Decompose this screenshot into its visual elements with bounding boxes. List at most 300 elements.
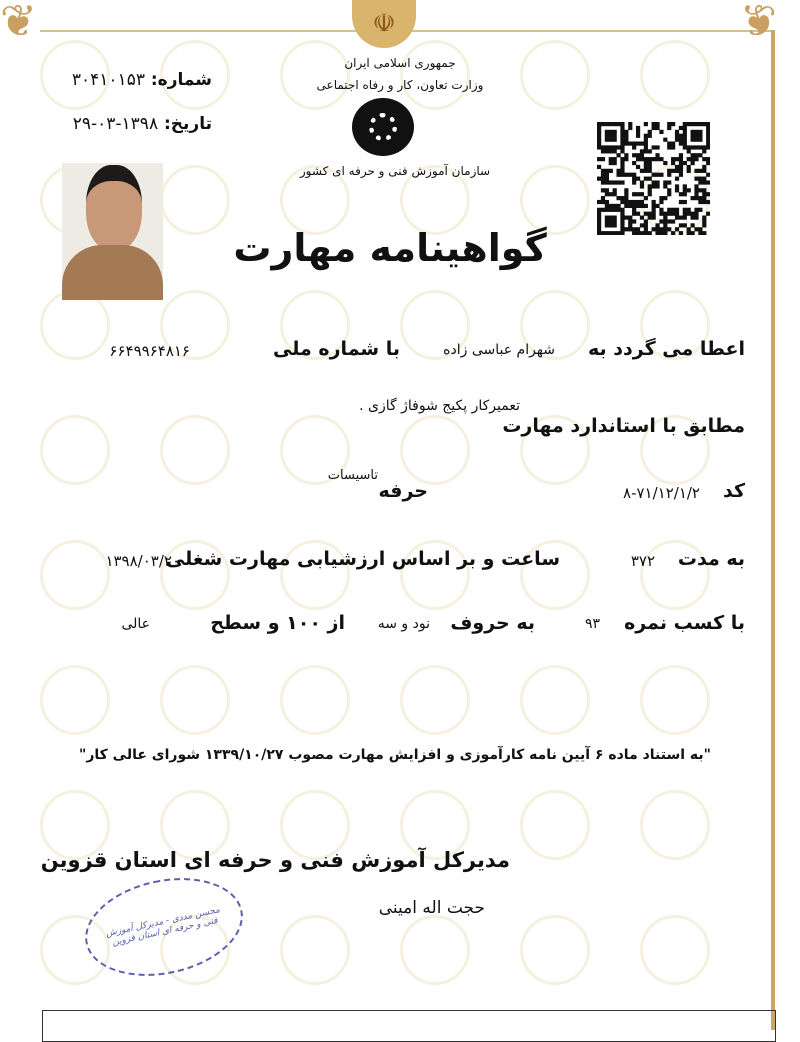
number-label: شماره: bbox=[150, 70, 212, 90]
qr-module bbox=[659, 130, 663, 134]
watermark-logo bbox=[400, 915, 470, 985]
qr-module bbox=[636, 227, 640, 231]
qr-module bbox=[655, 126, 659, 130]
qr-module bbox=[605, 188, 609, 192]
qr-module bbox=[601, 231, 605, 235]
qr-module bbox=[694, 192, 698, 196]
duration-value: ۳۷۲ bbox=[630, 552, 655, 570]
qr-module bbox=[698, 138, 702, 142]
qr-module bbox=[663, 231, 667, 235]
qr-module bbox=[632, 231, 636, 235]
qr-module bbox=[702, 157, 706, 161]
qr-module bbox=[667, 145, 671, 149]
qr-module bbox=[663, 161, 667, 165]
qr-module bbox=[632, 177, 636, 181]
qr-module bbox=[613, 192, 617, 196]
certificate-date bbox=[73, 114, 212, 134]
qr-module bbox=[597, 122, 601, 126]
qr-module bbox=[675, 212, 679, 216]
qr-module bbox=[640, 153, 644, 157]
country-name: جمهوری اسلامی ایران bbox=[344, 56, 456, 70]
watermark-logo bbox=[400, 665, 470, 735]
qr-module bbox=[652, 204, 656, 208]
qr-module bbox=[597, 200, 601, 204]
qr-module bbox=[628, 200, 632, 204]
standard-code: ۸-۷۱/۱۲/۱/۲ bbox=[623, 484, 700, 502]
qr-module bbox=[698, 134, 702, 138]
qr-module bbox=[687, 188, 691, 192]
qr-module bbox=[687, 145, 691, 149]
qr-module bbox=[683, 200, 687, 204]
qr-module bbox=[597, 216, 601, 220]
qr-module bbox=[609, 208, 613, 212]
qr-module bbox=[597, 231, 601, 235]
qr-module bbox=[694, 138, 698, 142]
qr-module bbox=[644, 141, 648, 145]
qr-module bbox=[675, 157, 679, 161]
qr-module bbox=[702, 231, 706, 235]
qr-module bbox=[624, 130, 628, 134]
qr-module bbox=[609, 161, 613, 165]
qr-module bbox=[679, 141, 683, 145]
qr-module bbox=[644, 157, 648, 161]
qr-module bbox=[663, 138, 667, 142]
qr-module bbox=[652, 227, 656, 231]
qr-module bbox=[652, 184, 656, 188]
qr-module bbox=[609, 122, 613, 126]
qr-module bbox=[706, 173, 710, 177]
qr-module bbox=[648, 177, 652, 181]
trade-value: تاسیسات bbox=[327, 468, 378, 483]
qr-module bbox=[706, 180, 710, 184]
date-label: تاریخ: bbox=[164, 114, 212, 134]
qr-module bbox=[640, 169, 644, 173]
qr-module bbox=[652, 157, 656, 161]
qr-module bbox=[702, 180, 706, 184]
qr-module bbox=[605, 134, 609, 138]
watermark-logo bbox=[400, 415, 470, 485]
qr-module bbox=[609, 219, 613, 223]
qr-module bbox=[636, 157, 640, 161]
qr-module bbox=[675, 177, 679, 181]
qr-module bbox=[694, 153, 698, 157]
qr-module bbox=[644, 196, 648, 200]
qr-module bbox=[648, 161, 652, 165]
watermark-logo bbox=[400, 40, 470, 110]
qr-module bbox=[648, 212, 652, 216]
qr-module bbox=[620, 196, 624, 200]
qr-module bbox=[636, 126, 640, 130]
qr-module bbox=[652, 216, 656, 220]
qr-module bbox=[706, 192, 710, 196]
qr-module bbox=[632, 161, 636, 165]
qr-module bbox=[644, 223, 648, 227]
qr-module bbox=[640, 141, 644, 145]
qr-code bbox=[597, 122, 710, 235]
watermark-logo bbox=[40, 415, 110, 485]
qr-module bbox=[640, 149, 644, 153]
qr-module bbox=[663, 184, 667, 188]
qr-module bbox=[613, 223, 617, 227]
qr-module bbox=[624, 153, 628, 157]
qr-module bbox=[687, 149, 691, 153]
qr-module bbox=[632, 145, 636, 149]
qr-module bbox=[698, 231, 702, 235]
qr-module bbox=[613, 216, 617, 220]
qr-module bbox=[706, 134, 710, 138]
qr-module bbox=[691, 196, 695, 200]
qr-module bbox=[648, 169, 652, 173]
qr-module bbox=[636, 141, 640, 145]
qr-module bbox=[601, 208, 605, 212]
qr-module bbox=[640, 231, 644, 235]
qr-module bbox=[659, 212, 663, 216]
qr-module bbox=[683, 208, 687, 212]
qr-module bbox=[601, 196, 605, 200]
qr-module bbox=[613, 149, 617, 153]
watermark-logo bbox=[520, 665, 590, 735]
qr-module bbox=[702, 165, 706, 169]
qr-module bbox=[644, 161, 648, 165]
qr-module bbox=[628, 173, 632, 177]
qr-module bbox=[644, 165, 648, 169]
qr-module bbox=[616, 153, 620, 157]
qr-module bbox=[706, 200, 710, 204]
qr-module bbox=[698, 208, 702, 212]
corner-ornament-right: ❦ bbox=[740, 0, 777, 47]
qr-module bbox=[667, 219, 671, 223]
qr-module bbox=[609, 180, 613, 184]
qr-module bbox=[644, 122, 648, 126]
qr-module bbox=[597, 223, 601, 227]
qr-module bbox=[601, 157, 605, 161]
qr-module bbox=[632, 141, 636, 145]
qr-module bbox=[691, 212, 695, 216]
qr-module bbox=[698, 196, 702, 200]
qr-module bbox=[636, 130, 640, 134]
qr-module bbox=[675, 208, 679, 212]
qr-module bbox=[702, 149, 706, 153]
legal-note: "به استناد ماده ۶ آیین نامه کارآموزی و افزایش مهارت مصوب ۱۳۳۹/۱۰/۲۷ شورای عالی کار" bbox=[79, 747, 711, 763]
qr-module bbox=[694, 130, 698, 134]
qr-module bbox=[620, 138, 624, 142]
standard-label: مطابق با استاندارد مهارت bbox=[502, 415, 745, 437]
qr-module bbox=[687, 212, 691, 216]
qr-module bbox=[663, 196, 667, 200]
qr-module bbox=[667, 188, 671, 192]
qr-module bbox=[624, 196, 628, 200]
qr-module bbox=[644, 204, 648, 208]
qr-module bbox=[667, 122, 671, 126]
skill-standard: تعمیرکار پکیج شوفاژ گازی . bbox=[359, 398, 520, 414]
qr-module bbox=[636, 177, 640, 181]
qr-module bbox=[655, 157, 659, 161]
iran-emblem: ☫ bbox=[352, 0, 416, 48]
qr-module bbox=[636, 153, 640, 157]
code-label: کد bbox=[722, 480, 745, 502]
qr-module bbox=[691, 216, 695, 220]
qr-module bbox=[601, 188, 605, 192]
qr-module bbox=[691, 223, 695, 227]
qr-module bbox=[644, 169, 648, 173]
organization-name: سازمان آموزش فنی و حرفه ای کشور bbox=[299, 164, 491, 178]
qr-module bbox=[694, 122, 698, 126]
qr-module bbox=[609, 192, 613, 196]
qr-module bbox=[698, 153, 702, 157]
qr-module bbox=[698, 180, 702, 184]
qr-module bbox=[667, 173, 671, 177]
qr-module bbox=[702, 177, 706, 181]
qr-module bbox=[663, 227, 667, 231]
qr-module bbox=[655, 227, 659, 231]
corner-ornament-left: ❦ bbox=[0, 0, 37, 47]
qr-module bbox=[624, 227, 628, 231]
qr-module bbox=[702, 200, 706, 204]
qr-module bbox=[616, 208, 620, 212]
qr-module bbox=[609, 134, 613, 138]
qr-module bbox=[613, 204, 617, 208]
qr-module bbox=[694, 208, 698, 212]
qr-module bbox=[620, 145, 624, 149]
qr-module bbox=[640, 184, 644, 188]
qr-module bbox=[683, 141, 687, 145]
qr-module bbox=[671, 122, 675, 126]
qr-module bbox=[655, 184, 659, 188]
qr-module bbox=[698, 145, 702, 149]
qr-module bbox=[702, 192, 706, 196]
qr-module bbox=[605, 177, 609, 181]
qr-module bbox=[675, 227, 679, 231]
qr-module bbox=[605, 219, 609, 223]
watermark-logo bbox=[280, 915, 350, 985]
qr-module bbox=[691, 157, 695, 161]
qr-module bbox=[613, 130, 617, 134]
words-label: به حروف bbox=[450, 612, 535, 634]
qr-module bbox=[698, 169, 702, 173]
qr-module bbox=[663, 219, 667, 223]
qr-module bbox=[698, 177, 702, 181]
granted-label: اعطا می گردد به bbox=[588, 338, 745, 360]
qr-module bbox=[644, 134, 648, 138]
qr-module bbox=[644, 145, 648, 149]
qr-module bbox=[601, 145, 605, 149]
qr-module bbox=[667, 169, 671, 173]
qr-module bbox=[616, 173, 620, 177]
qr-module bbox=[667, 126, 671, 130]
exam-date: ۱۳۹۸/۰۳/۲۰ bbox=[105, 552, 180, 570]
qr-module bbox=[687, 208, 691, 212]
qr-module bbox=[605, 231, 609, 235]
qr-module bbox=[616, 122, 620, 126]
qr-module bbox=[624, 157, 628, 161]
qr-module bbox=[679, 223, 683, 227]
qr-module bbox=[648, 165, 652, 169]
qr-module bbox=[683, 126, 687, 130]
qr-module bbox=[683, 216, 687, 220]
qr-module bbox=[648, 149, 652, 153]
qr-module bbox=[698, 200, 702, 204]
qr-module bbox=[706, 212, 710, 216]
qr-module bbox=[683, 130, 687, 134]
qr-module bbox=[620, 231, 624, 235]
score-value: ۹۳ bbox=[584, 616, 600, 632]
qr-module bbox=[613, 122, 617, 126]
qr-module bbox=[691, 145, 695, 149]
qr-module bbox=[679, 138, 683, 142]
qr-module bbox=[636, 200, 640, 204]
qr-module bbox=[648, 188, 652, 192]
qr-module bbox=[648, 157, 652, 161]
qr-module bbox=[706, 130, 710, 134]
qr-module bbox=[679, 216, 683, 220]
qr-module bbox=[655, 204, 659, 208]
trade-label: حرفه bbox=[378, 480, 428, 502]
qr-module bbox=[652, 212, 656, 216]
watermark-logo bbox=[640, 790, 710, 860]
qr-module bbox=[691, 122, 695, 126]
qr-module bbox=[675, 216, 679, 220]
qr-module bbox=[683, 212, 687, 216]
qr-module bbox=[652, 122, 656, 126]
qr-module bbox=[655, 145, 659, 149]
watermark-logo bbox=[40, 290, 110, 360]
qr-module bbox=[613, 231, 617, 235]
qr-module bbox=[663, 212, 667, 216]
qr-module bbox=[597, 134, 601, 138]
watermark-logo bbox=[640, 40, 710, 110]
qr-module bbox=[640, 200, 644, 204]
qr-module bbox=[652, 180, 656, 184]
qr-module bbox=[605, 180, 609, 184]
qr-module bbox=[679, 165, 683, 169]
qr-module bbox=[694, 227, 698, 231]
ministry-name: وزارت تعاون، کار و رفاه اجتماعی bbox=[316, 78, 484, 92]
qr-module bbox=[655, 231, 659, 235]
watermark-logo bbox=[160, 665, 230, 735]
qr-module bbox=[671, 219, 675, 223]
qr-module bbox=[652, 200, 656, 204]
number-value: ۳۰۴۱۰۱۵۳ bbox=[71, 70, 145, 90]
qr-module bbox=[636, 231, 640, 235]
qr-module bbox=[683, 184, 687, 188]
qr-module bbox=[667, 180, 671, 184]
qr-module bbox=[644, 138, 648, 142]
qr-module bbox=[691, 161, 695, 165]
qr-module bbox=[620, 122, 624, 126]
qr-module bbox=[609, 149, 613, 153]
qr-module bbox=[597, 219, 601, 223]
qr-module bbox=[667, 208, 671, 212]
qr-module bbox=[648, 184, 652, 188]
qr-module bbox=[683, 134, 687, 138]
qr-module bbox=[628, 122, 632, 126]
qr-module bbox=[691, 138, 695, 142]
qr-module bbox=[632, 192, 636, 196]
qr-module bbox=[675, 184, 679, 188]
qr-module bbox=[632, 180, 636, 184]
qr-module bbox=[687, 169, 691, 173]
qr-module bbox=[644, 219, 648, 223]
qr-module bbox=[620, 227, 624, 231]
qr-module bbox=[702, 122, 706, 126]
qr-module bbox=[632, 212, 636, 216]
qr-module bbox=[620, 173, 624, 177]
qr-module bbox=[675, 134, 679, 138]
qr-module bbox=[675, 130, 679, 134]
watermark-logo bbox=[280, 40, 350, 110]
qr-module bbox=[601, 122, 605, 126]
qr-module bbox=[636, 204, 640, 208]
qr-module bbox=[624, 141, 628, 145]
qr-module bbox=[605, 204, 609, 208]
qr-module bbox=[655, 223, 659, 227]
qr-module bbox=[620, 212, 624, 216]
qr-module bbox=[655, 180, 659, 184]
qr-module bbox=[628, 204, 632, 208]
qr-module bbox=[702, 188, 706, 192]
qr-module bbox=[605, 173, 609, 177]
qr-module bbox=[613, 138, 617, 142]
qr-module bbox=[624, 188, 628, 192]
bottom-box bbox=[42, 1010, 776, 1042]
qr-module bbox=[620, 200, 624, 204]
watermark-logo bbox=[520, 790, 590, 860]
qr-module bbox=[706, 126, 710, 130]
qr-module bbox=[616, 180, 620, 184]
qr-module bbox=[694, 177, 698, 181]
qr-module bbox=[605, 138, 609, 142]
qr-module bbox=[620, 134, 624, 138]
qr-module bbox=[605, 145, 609, 149]
qr-module bbox=[628, 227, 632, 231]
qr-module bbox=[683, 138, 687, 142]
qr-module bbox=[620, 149, 624, 153]
qr-module bbox=[616, 169, 620, 173]
qr-module bbox=[698, 227, 702, 231]
qr-module bbox=[663, 223, 667, 227]
qr-module bbox=[694, 188, 698, 192]
qr-module bbox=[636, 192, 640, 196]
qr-module bbox=[706, 122, 710, 126]
qr-module bbox=[624, 216, 628, 220]
qr-module bbox=[694, 157, 698, 161]
qr-module bbox=[671, 231, 675, 235]
qr-module bbox=[655, 122, 659, 126]
qr-module bbox=[624, 200, 628, 204]
qr-module bbox=[659, 208, 663, 212]
qr-module bbox=[613, 188, 617, 192]
qr-module bbox=[644, 149, 648, 153]
qr-module bbox=[659, 227, 663, 231]
qr-module bbox=[624, 204, 628, 208]
qr-module bbox=[671, 169, 675, 173]
qr-module bbox=[628, 216, 632, 220]
qr-module bbox=[644, 227, 648, 231]
qr-module bbox=[702, 216, 706, 220]
qr-module bbox=[679, 231, 683, 235]
qr-module bbox=[698, 188, 702, 192]
qr-module bbox=[652, 173, 656, 177]
watermark-logo bbox=[520, 915, 590, 985]
watermark-logo bbox=[520, 165, 590, 235]
qr-module bbox=[632, 227, 636, 231]
qr-module bbox=[663, 180, 667, 184]
level-value: عالی bbox=[121, 616, 150, 632]
qr-module bbox=[667, 227, 671, 231]
qr-module bbox=[597, 157, 601, 161]
qr-module bbox=[605, 130, 609, 134]
qr-module bbox=[616, 145, 620, 149]
